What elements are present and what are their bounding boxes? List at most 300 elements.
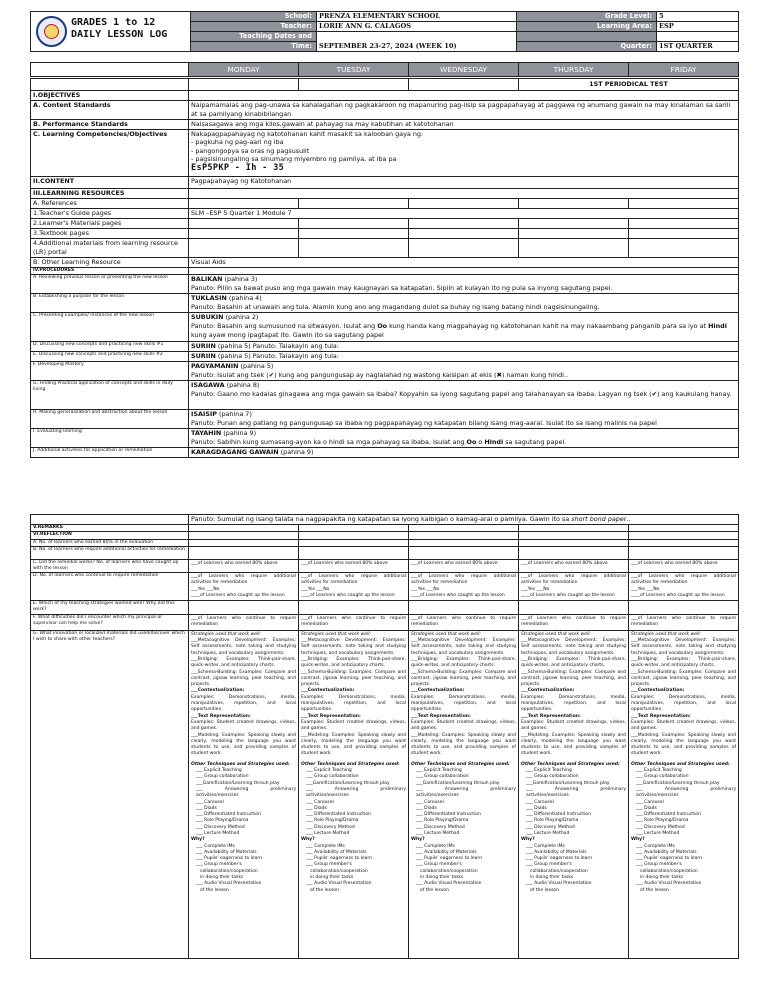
- cell: [629, 219, 739, 229]
- activity-text: Panuto: Punan ang patlang ng pangungusap sa ibaba ng pagpapahayag ng katapatan bilang isang mag-aaral. Isulat ito sa isang malinis na papel: [191, 419, 657, 427]
- d-caught: ____of Learners who caught up the lesson: [521, 592, 615, 598]
- reflection-g: G. What innovation or localized materials did used/discover which I wish to share with other teachers?: [31, 630, 189, 958]
- reflection-b: B. No. of learners who require additional activities for remediation: [31, 547, 189, 560]
- technique-item: ___ Diads: [636, 805, 657, 811]
- why-item: ___ Pupils' eagerness to learn: [306, 856, 373, 862]
- cell: [31, 515, 189, 525]
- strategy-metacognitive: ___Metacognitive Development: Examples: Self assessments, note taking and studying techniques, and vocabulary assignments.: [411, 638, 516, 656]
- cell: [409, 525, 519, 532]
- strategy-schema: ___Schema-Building: Examples: Compare and contrast, jigsaw learning, peer teaching, and projects.: [631, 669, 737, 688]
- activity-page: (pahina 8): [224, 381, 260, 389]
- activity-title: KARAGDAGANG GAWAIN: [191, 448, 279, 456]
- strategies-cell: [409, 630, 519, 958]
- d-cell: [299, 573, 409, 601]
- technique-item: ___ Explicit Teaching: [196, 768, 242, 774]
- activity-page: (pahina 9): [278, 448, 314, 456]
- why-item: of the lesson: [200, 887, 229, 893]
- technique-item: ___ Group collaboration: [196, 774, 249, 780]
- c-cell: ___of Learners who earned 80% above: [519, 560, 629, 573]
- technique-item: ___ Role Playing/Drama: [416, 818, 469, 824]
- strategy-modeling: ___Modeling: Examples: Speaking slowly and clearly, modeling the language you want students to use, and providing samples of student work.: [521, 732, 626, 757]
- f-cell: ___of Learners who continue to require remediation: [299, 615, 409, 631]
- technique-item: ___ Lecture Method: [636, 830, 680, 836]
- procedure-d-label: D. Discussing new concepts and practicing new skills #1: [31, 342, 189, 352]
- reflection-f: F. What difficulties did I encounter which my principal or supervisor can help me solve?: [31, 615, 189, 631]
- content-standards-label: A. Content Standards: [31, 101, 189, 120]
- other-techniques-heading: Other Techniques and Strategies used:: [411, 761, 510, 767]
- technique-item: ___ Discovery Method: [196, 824, 245, 830]
- technique-item: ___ Lecture Method: [416, 830, 460, 836]
- strategies-heading: Strategies used that work well:: [631, 631, 702, 637]
- cell: [519, 547, 629, 560]
- day-header-blank: [31, 63, 189, 77]
- procedure-b: [189, 294, 739, 313]
- why-item: in doing their tasks: [310, 875, 354, 881]
- strategy-contextualization: ___Contextualization:: [301, 688, 355, 694]
- other-resources-label: B. Other Learning Resource: [31, 258, 189, 268]
- why-heading: Why?: [521, 837, 535, 843]
- d-yes-no: ___Yes ___No: [411, 586, 440, 592]
- technique-item: ___ Discovery Method: [526, 824, 575, 830]
- why-item: ___ Complete IMs: [196, 843, 235, 849]
- strategy-bridging: ___Bridging: Examples: Think-pair-share, quick-writes, and anticipatory charts.: [301, 656, 406, 669]
- strategy-text-representation-examples: Examples: Student created drawings, videos, and games.: [411, 719, 516, 732]
- activity-text: Panuto: Sabihin kung sumasang-ayon ka o hindi sa mga pahayag sa ibaba. Isulat ang: [191, 438, 467, 446]
- why-item: ___ Complete IMs: [306, 843, 345, 849]
- technique-item: ___ Role Playing/Drama: [636, 818, 689, 824]
- oo-keyword: Oo: [377, 322, 388, 330]
- procedure-c-label: C. Presenting Examples/ instances of the new lesson: [31, 313, 189, 342]
- d-cell: [629, 573, 739, 601]
- why-heading: Why?: [411, 837, 425, 843]
- procedure-g: [189, 381, 739, 410]
- technique-item: ___Gamification/Learning throuh play: [306, 780, 390, 786]
- remarks-heading: V.REMARKS: [31, 525, 189, 532]
- activity-page: (pahina 2): [223, 313, 259, 321]
- cell: [519, 229, 629, 239]
- procedure-h-label: H. Making generalization and abstraction about the lesson: [31, 410, 189, 429]
- f-cell: ___of Learners who continue to require remediation: [409, 615, 519, 631]
- school-value: PRENZA ELEMENTARY SCHOOL: [317, 12, 517, 22]
- why-item: ___ Pupils' eagerness to learn: [636, 856, 703, 862]
- procedure-e-label: E. Discussing new concepts and practicing new skills #2: [31, 352, 189, 362]
- strategy-schema: ___Schema-Building: Examples: Compare and contrast, jigsaw learning, peer teaching, and projects.: [521, 669, 626, 688]
- cell: [409, 532, 519, 540]
- d-text: ___of Learners who require additional activities for remediation: [631, 574, 737, 586]
- f-cell: ___of Learners who continue to require remediation: [519, 615, 629, 631]
- why-heading: Why?: [191, 837, 205, 843]
- strategy-text-representation: ___Text Representation:: [411, 713, 471, 719]
- why-item: ___ Audio Visual Presentation: [196, 881, 262, 887]
- content-value: Pagpapahayag ng Katotohanan: [189, 177, 739, 189]
- technique-item: ___ Group collaboration: [636, 774, 689, 780]
- day-friday: FRIDAY: [629, 63, 739, 77]
- area-label: Learning Area:: [517, 22, 657, 32]
- reflection-table: [30, 514, 739, 959]
- procedure-a: [189, 275, 739, 294]
- technique-item: ___ Discovery Method: [636, 824, 685, 830]
- cell: [519, 239, 629, 258]
- why-item: ___ Audio Visual Presentation: [416, 881, 482, 887]
- teacher-label: Teacher:: [191, 22, 317, 32]
- grade-label: Grade Level:: [517, 12, 657, 22]
- why-item: ___ Availability of Materials: [306, 849, 367, 855]
- why-item: in doing their tasks: [200, 875, 244, 881]
- document-title: GRADES 1 to 12 DAILY LESSON LOG: [71, 17, 168, 40]
- d-cell: [189, 573, 299, 601]
- time-label: Time:: [191, 42, 317, 52]
- why-item: ___ Audio Visual Presentation: [526, 881, 592, 887]
- strategy-bridging: ___Bridging: Examples: Think-pair-share, quick-writes, and anticipatory charts.: [521, 656, 626, 669]
- cell: [409, 79, 519, 91]
- cell: [409, 239, 519, 258]
- grade-value: 5: [657, 12, 739, 22]
- strategies-cell: [189, 630, 299, 958]
- d-cell: [409, 573, 519, 601]
- why-item: ___ Availability of Materials: [196, 849, 257, 855]
- d-caught: ____of Learners who caught up the lesson: [411, 592, 505, 598]
- activity-page: (pahina 5) Panuto: Talakayin ang tula:: [215, 342, 339, 350]
- technique-item: ___ Differentiated Instruction: [526, 812, 591, 818]
- strategies-heading: Strategies used that work well:: [411, 631, 482, 637]
- procedures-heading: IV.PROCEDURES: [31, 268, 189, 275]
- why-item: ___ Pupils' eagerness to learn: [196, 856, 263, 862]
- reflection-c: C. Did the remedial works? No. of learners who have caught up with the lesson: [31, 560, 189, 573]
- cell: [189, 601, 299, 615]
- why-heading: Why?: [301, 837, 315, 843]
- why-item: collaboration/cooperation: [200, 868, 258, 874]
- competency-line: - pagsisinungaling sa sinumang miyembro ng pamilya, at iba pa: [191, 155, 397, 164]
- cell: [189, 229, 299, 239]
- strategies-heading: Strategies used that work well:: [521, 631, 592, 637]
- cell: [519, 540, 629, 547]
- competency-line: Nakapagpapahayag ng katotohanan kahit masakit sa kalooban gaya ng:: [191, 130, 424, 138]
- additional-em: short bond paper: [571, 515, 627, 523]
- cell: [629, 239, 739, 258]
- activity-page: (pahina 5): [238, 362, 274, 370]
- cell: [189, 189, 739, 199]
- teacher-value: LORIE ANN G. CALAGOS: [317, 22, 517, 32]
- technique-item: ___ Lecture Method: [526, 830, 570, 836]
- strategy-modeling: ___Modeling: Examples: Speaking slowly and clearly, modeling the language you want students to use, and providing samples of student work.: [631, 732, 737, 757]
- activity-title: PAGYAMANIN: [191, 362, 239, 370]
- tg-label: 1.Teacher's Guide pages: [31, 209, 189, 219]
- activity-title: TAYAHIN: [191, 429, 222, 437]
- why-item: ___ Availability of Materials: [636, 849, 697, 855]
- technique-item: ___ Group collaboration: [306, 774, 359, 780]
- blank-label: [517, 32, 657, 42]
- performance-standards: Naisasagawa ang mga kilos,gawain at pahayag na may kabutihan at katotohanan: [189, 120, 739, 130]
- strategy-text-representation: ___Text Representation:: [631, 713, 691, 719]
- strategy-contextualization-examples: Examples: Demonstrations, media, manipulatives, repetition, and local opportunities.: [301, 694, 406, 713]
- strategy-metacognitive: ___Metacognitive Development: Examples: Self assessments, note taking and studying techniques, and vocabulary assignments.: [191, 638, 296, 656]
- strategy-contextualization: ___Contextualization:: [191, 688, 245, 694]
- cell: [189, 219, 299, 229]
- quarter-label: Quarter:: [517, 42, 657, 52]
- d-text: ___of Learners who require additional activities for remediation: [301, 574, 406, 586]
- c-cell: ___of Learners who earned 80% above: [189, 560, 299, 573]
- procedure-a-label: A. Reviewing previous lesson or presenting the new lesson: [31, 275, 189, 294]
- other-techniques-heading: Other Techniques and Strategies used:: [521, 761, 620, 767]
- procedure-c: [189, 313, 739, 342]
- school-label: School:: [191, 12, 317, 22]
- procedure-g-label: G. Finding Practical application of concepts and skills in daily living: [31, 381, 189, 410]
- technique-item: ___ Carousel: [306, 799, 334, 805]
- day-tuesday: TUESDAY: [299, 63, 409, 77]
- technique-item: ___Gamification/Learning throuh play: [636, 780, 720, 786]
- strategies-heading: Strategies used that work well:: [301, 631, 372, 637]
- strategy-bridging: ___Bridging: Examples: Think-pair-share, quick-writes, and anticipatory charts.: [191, 656, 296, 669]
- activity-page: (pahina 9): [221, 429, 257, 437]
- cell: [189, 547, 299, 560]
- cell: [299, 79, 409, 91]
- strategy-modeling: ___Modeling: Examples: Speaking slowly and clearly, modeling the language you want students to use, and providing samples of student work.: [191, 732, 296, 757]
- performance-standards-label: B. Performance Standards: [31, 120, 189, 130]
- objectives-heading: I.OBJECTIVES: [31, 91, 189, 101]
- technique-item: ___ Answering preliminary activities/exercises: [416, 786, 516, 799]
- hindi-keyword: Hindi: [708, 322, 727, 330]
- technique-item: ___ Role Playing/Drama: [526, 818, 579, 824]
- cell: [299, 219, 409, 229]
- cell: [189, 199, 299, 209]
- cell: [299, 525, 409, 532]
- d-caught: ____of Learners who caught up the lesson: [631, 592, 725, 598]
- why-item: ___ Audio Visual Presentation: [636, 881, 702, 887]
- d-yes-no: ___Yes ___No: [521, 586, 550, 592]
- why-heading: Why?: [631, 837, 645, 843]
- strategy-contextualization-examples: Examples: Demonstrations, media, manipulatives, repetition, and local opportunities.: [411, 694, 516, 713]
- cell: [409, 601, 519, 615]
- content-standards: Naipamamalas ang pag-unawa sa kahalagahan ng pagkakaroon ng mapanuring pag-iisip sa pagpapahayag at paggawa ng anumang gawain na may kinalaman sa sarili at sa pamilyang kinabibilangan: [189, 101, 739, 120]
- strategy-bridging: ___Bridging: Examples: Think-pair-share, quick-writes, and anticipatory charts.: [631, 656, 737, 669]
- title-block: [31, 12, 191, 52]
- procedure-f-label: F. Developing Mastery: [31, 362, 189, 381]
- technique-item: ___ Differentiated Instruction: [416, 812, 481, 818]
- d-cell: [519, 573, 629, 601]
- technique-item: ___ Group collaboration: [416, 774, 469, 780]
- dates-value: SEPTEMBER 23-27, 2024 (WEEK 10): [317, 32, 517, 52]
- c-cell: ___of Learners who earned 80% above: [299, 560, 409, 573]
- resources-heading: III.LEARNING RESOURCES: [31, 189, 189, 199]
- strategy-text-representation-examples: Examples: Student created drawings, videos, and games.: [301, 719, 406, 732]
- competencies: [189, 130, 739, 177]
- why-item: ___ Pupils' eagerness to learn: [526, 856, 593, 862]
- cell: [299, 547, 409, 560]
- why-item: collaboration/cooperation: [420, 868, 478, 874]
- cell: [189, 268, 739, 275]
- strategy-schema: ___Schema-Building: Examples: Compare and contrast, jigsaw learning, peer teaching, and projects.: [191, 669, 296, 688]
- additional-activity: [189, 515, 739, 525]
- strategy-bridging: ___Bridging: Examples: Think-pair-share, quick-writes, and anticipatory charts.: [411, 656, 516, 669]
- why-item: ___ Complete IMs: [636, 843, 675, 849]
- day-thursday: THURSDAY: [519, 63, 629, 77]
- strategy-text-representation-examples: Examples: Student created drawings, videos, and games.: [631, 719, 737, 732]
- why-item: ___ Audio Visual Presentation: [306, 881, 372, 887]
- cell: [409, 219, 519, 229]
- why-item: ___ Group member's: [416, 862, 462, 868]
- strategy-contextualization-examples: Examples: Demonstrations, media, manipulatives, repetition, and local opportunities.: [521, 694, 626, 713]
- activity-text: Panuto: Isulat ang tsek (✔) kung ang pangungusap ay naglalahad ng wastong kaisipan at ekis (✖) naman kung hindi..: [191, 371, 569, 379]
- why-item: ___ Group member's: [306, 862, 352, 868]
- day-header-row: [30, 62, 739, 77]
- lm-label: 2.Learner's Materials pages: [31, 219, 189, 229]
- why-item: of the lesson: [530, 887, 559, 893]
- d-text: ___of Learners who require additional activities for remediation: [191, 574, 296, 586]
- technique-item: ___ Role Playing/Drama: [306, 818, 359, 824]
- f-cell: ___of Learners who continue to require remediation: [629, 615, 739, 631]
- why-item: ___ Group member's: [196, 862, 242, 868]
- header-table: [30, 11, 739, 52]
- cell: [299, 532, 409, 540]
- technique-item: ___ Explicit Teaching: [636, 768, 682, 774]
- cell: [409, 199, 519, 209]
- technique-item: ___ Diads: [526, 805, 547, 811]
- technique-item: ___ Answering preliminary activities/exercises: [196, 786, 296, 799]
- cell: [629, 601, 739, 615]
- cell: [189, 239, 299, 258]
- strategy-contextualization-examples: Examples: Demonstrations, media, manipulatives, repetition, and local opportunities.: [191, 694, 296, 713]
- activity-page: (pahina 3): [222, 275, 258, 283]
- tg-value: SLM –ESP 5 Quarter 1 Module 7: [189, 209, 739, 219]
- procedure-i: [189, 429, 739, 448]
- why-item: ___ Group member's: [636, 862, 682, 868]
- activity-title: SUBUKIN: [191, 313, 224, 321]
- strategy-metacognitive: ___Metacognitive Development: Examples: Self assessments, note taking and studying techniques, and vocabulary assignments.: [631, 638, 737, 656]
- cell: [519, 525, 629, 532]
- why-item: ___ Group member's: [526, 862, 572, 868]
- strategy-contextualization: ___Contextualization:: [631, 688, 685, 694]
- content-label: II.CONTENT: [31, 177, 189, 189]
- other-techniques-heading: Other Techniques and Strategies used:: [301, 761, 400, 767]
- blank-value: [657, 32, 739, 42]
- activity-page: (pahina 7): [216, 410, 252, 418]
- competency-line: - pangongopya sa oras ng pagsusulit: [191, 146, 310, 155]
- competency-line: - pagkuha ng pag-aari ng iba: [191, 138, 284, 147]
- procedure-j: [189, 448, 739, 458]
- strategy-modeling: ___Modeling: Examples: Speaking slowly and clearly, modeling the language you want students to use, and providing samples of student work.: [301, 732, 406, 757]
- strategy-metacognitive: ___Metacognitive Development: Examples: Self assessments, note taking and studying techniques, and vocabulary assignments.: [301, 638, 406, 656]
- technique-item: ___Gamification/Learning throuh play: [526, 780, 610, 786]
- references-label: A. References: [31, 199, 189, 209]
- cell: [299, 229, 409, 239]
- activity-title: ISAGAWA: [191, 381, 225, 389]
- d-caught: ____of Learners who caught up the lesson: [301, 592, 395, 598]
- d-text: ___of Learners who require additional activities for remediation: [521, 574, 626, 586]
- cell: [409, 547, 519, 560]
- strategy-text-representation-examples: Examples: Student created drawings, videos, and games.: [521, 719, 626, 732]
- technique-item: ___ Lecture Method: [196, 830, 240, 836]
- technique-item: ___ Carousel: [526, 799, 554, 805]
- cell: [189, 79, 299, 91]
- other-techniques-heading: Other Techniques and Strategies used:: [631, 761, 730, 767]
- activity-text: Panuto: Gaano mo kadalas ginagawa ang mga gawain sa ibaba? Kopyahin sa iyong sagutang papel ang talahanayan sa ibaba. Lagyan ng tsek (✔) ang kaukulang hanay.: [191, 390, 732, 398]
- technique-item: ___Gamification/Learning throuh play: [416, 780, 500, 786]
- activity-page: (pahina 5) Panuto: Talakayin ang tula:: [215, 352, 339, 360]
- strategy-contextualization: ___Contextualization:: [411, 688, 465, 694]
- competencies-label: C. Learning Competencies/Objectives: [31, 130, 189, 177]
- strategy-schema: ___Schema-Building: Examples: Compare and contrast, jigsaw learning, peer teaching, and projects.: [411, 669, 516, 688]
- cell: [189, 540, 299, 547]
- dates-label: Teaching Dates and: [191, 32, 317, 42]
- technique-item: ___ Discovery Method: [306, 824, 355, 830]
- why-item: in doing their tasks: [530, 875, 574, 881]
- cell: [629, 229, 739, 239]
- additional-end: ..: [626, 515, 631, 523]
- d-caught: ____of Learners who caught up the lesson: [191, 592, 285, 598]
- technique-item: ___ Carousel: [196, 799, 224, 805]
- why-item: of the lesson: [310, 887, 339, 893]
- technique-item: ___ Answering preliminary activities/exercises: [306, 786, 406, 799]
- activity-text: kung ayaw mong ipagtapat ito. Gawin ito sa sagutang papel: [191, 331, 384, 339]
- procedure-d: [189, 342, 739, 352]
- competency-code: EsP5PKP - Ih - 35: [191, 162, 285, 173]
- why-item: collaboration/cooperation: [640, 868, 698, 874]
- tb-label: 3.Textbook pages: [31, 229, 189, 239]
- strategy-text-representation-examples: Examples: Student created drawings, videos, and games.: [191, 719, 296, 732]
- technique-item: ___ Lecture Method: [306, 830, 350, 836]
- why-item: ___ Pupils' eagerness to learn: [416, 856, 483, 862]
- activity-page: (pahina 4): [226, 294, 262, 302]
- technique-item: ___ Diads: [306, 805, 327, 811]
- technique-item: ___ Carousel: [636, 799, 664, 805]
- technique-item: ___ Explicit Teaching: [526, 768, 572, 774]
- activity-text: Panuto: Basahin ang sumusunod na sitwasyon. Isulat ang: [191, 322, 378, 330]
- cell: [519, 601, 629, 615]
- d-text: ___of Learners who require additional activities for remediation: [411, 574, 516, 586]
- activity-title: SURIIN: [191, 342, 216, 350]
- additional-text: Panuto: Sumulat ng isang talata na nagpapakita ng katapatan sa iyong kaibigan o kamag-aral o pamilya. Gawin ito sa: [191, 515, 572, 523]
- reflection-d: D. No. of learners who continue to require remediation: [31, 573, 189, 601]
- why-item: collaboration/cooperation: [530, 868, 588, 874]
- technique-item: ___ Differentiated Instruction: [636, 812, 701, 818]
- cell: [299, 540, 409, 547]
- strategy-text-representation: ___Text Representation:: [301, 713, 361, 719]
- cell: [519, 219, 629, 229]
- cell: [31, 79, 189, 91]
- cell: [629, 547, 739, 560]
- hindi-keyword: Hindi: [484, 438, 504, 446]
- strategies-cell: [299, 630, 409, 958]
- strategy-modeling: ___Modeling: Examples: Speaking slowly and clearly, modeling the language you want students to use, and providing samples of student work.: [411, 732, 516, 757]
- why-item: in doing their tasks: [640, 875, 684, 881]
- area-value: ESP: [657, 22, 739, 32]
- technique-item: ___ Carousel: [416, 799, 444, 805]
- strategy-text-representation: ___Text Representation:: [521, 713, 581, 719]
- strategies-heading: Strategies used that work well:: [191, 631, 262, 637]
- activity-title: ISAISIP: [191, 410, 217, 418]
- why-item: ___ Availability of Materials: [416, 849, 477, 855]
- periodical-test: 1ST PERIODICAL TEST: [519, 79, 739, 91]
- strategies-cell: [629, 630, 739, 958]
- procedure-j-label: J. Additional activities for application or remediation: [31, 448, 189, 458]
- activity-title: TUKLASIN: [191, 294, 227, 302]
- c-cell: ___of Learners who earned 80% above: [629, 560, 739, 573]
- reflection-a: A. No. of learners who earned 80% in the evaluation: [31, 540, 189, 547]
- c-cell: ___of Learners who earned 80% above: [409, 560, 519, 573]
- strategy-text-representation: ___Text Representation:: [191, 713, 251, 719]
- cell: [519, 199, 629, 209]
- oo-keyword: Oo: [466, 438, 477, 446]
- cell: [299, 601, 409, 615]
- activity-text: sa sagutang papel.: [503, 438, 567, 446]
- technique-item: ___ Differentiated Instruction: [306, 812, 371, 818]
- cell: [189, 91, 739, 101]
- cell: [629, 525, 739, 532]
- procedure-i-label: I. Evaluating learning: [31, 429, 189, 448]
- activity-text: Panuto: Basahin at unawain ang tula. Alamin kung ano ang magandang dulot sa buhay ng isang batang hindi nagsisinungaling.: [191, 303, 600, 311]
- why-item: in doing their tasks: [420, 875, 464, 881]
- cell: [299, 199, 409, 209]
